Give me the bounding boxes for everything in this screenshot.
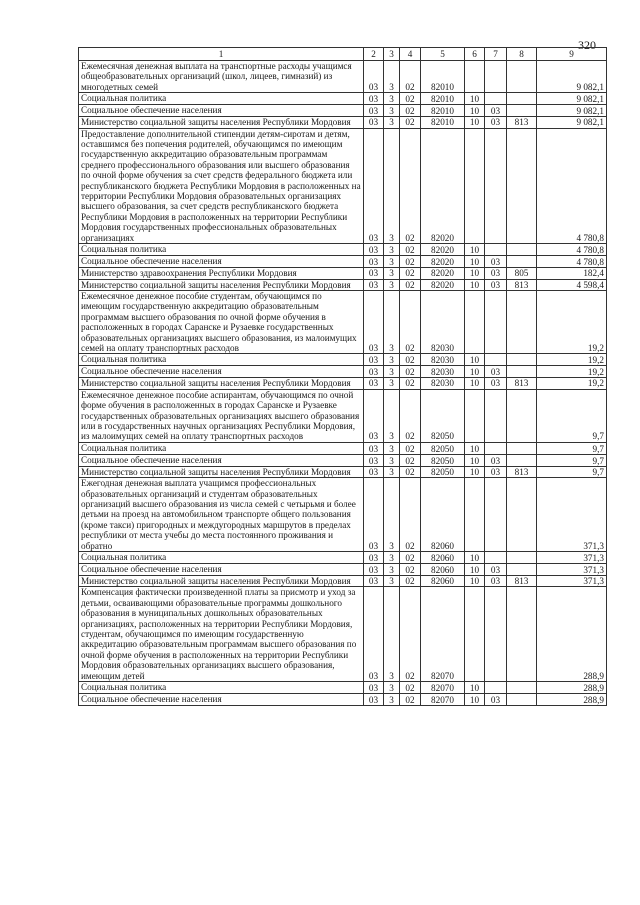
row-code-c7: 03 [485, 576, 507, 587]
row-code-c5: 82060 [421, 576, 465, 587]
row-code-c2: 03 [364, 454, 384, 466]
row-code-c8 [507, 442, 537, 454]
row-code-c5: 82030 [421, 354, 465, 366]
row-code-c8 [507, 478, 537, 552]
row-amount: 288,9 [537, 587, 607, 682]
table-row [79, 279, 607, 290]
col-header-2: 2 [364, 48, 384, 61]
row-amount: 19,2 [537, 366, 607, 378]
table-row [79, 354, 607, 366]
header-row [79, 48, 607, 61]
row-name: Министерство социальной защиты населения Республики Мордовия [79, 279, 364, 290]
col-header-8: 8 [507, 48, 537, 61]
row-name: Ежегодная денежная выплата учащимся профессиональных образовательных организаций и студентам образовательных организаций высшего образования из числа семей с четырьмя и более детьми на проезд на автомобильном транспорте общего пользования (кроме такси) пригородных и междугородных маршрутов в пределах республики от места учебы до места постоянного проживания и обратно [79, 478, 364, 552]
row-name: Социальное обеспечение населения [79, 454, 364, 466]
row-amount: 288,9 [537, 694, 607, 706]
row-code-c2: 03 [364, 576, 384, 587]
row-code-c7 [485, 552, 507, 564]
row-code-c2: 03 [364, 105, 384, 117]
row-code-c4: 02 [400, 442, 421, 454]
row-code-c8 [507, 354, 537, 366]
row-code-c7 [485, 93, 507, 105]
row-code-c2: 03 [364, 466, 384, 477]
row-code-c7: 03 [485, 279, 507, 290]
row-amount: 19,2 [537, 290, 607, 353]
table-row [79, 378, 607, 389]
row-code-c5: 82070 [421, 682, 465, 694]
col-header-1: 1 [79, 48, 364, 61]
table-row [79, 105, 607, 117]
row-code-c2: 03 [364, 587, 384, 682]
row-code-c2: 03 [364, 366, 384, 378]
row-code-c6: 10 [465, 268, 485, 279]
row-amount: 371,3 [537, 576, 607, 587]
row-code-c4: 02 [400, 354, 421, 366]
row-code-c7 [485, 587, 507, 682]
table-row [79, 128, 607, 243]
row-code-c4: 02 [400, 564, 421, 576]
row-code-c7: 03 [485, 256, 507, 268]
row-code-c3: 3 [384, 478, 400, 552]
row-code-c2: 03 [364, 442, 384, 454]
row-code-c3: 3 [384, 587, 400, 682]
row-code-c7: 03 [485, 117, 507, 128]
row-code-c5: 82020 [421, 256, 465, 268]
row-code-c6 [465, 128, 485, 243]
row-code-c8: 813 [507, 378, 537, 389]
row-code-c6: 10 [465, 117, 485, 128]
table-row [79, 587, 607, 682]
row-code-c6: 10 [465, 466, 485, 477]
table-row [79, 61, 607, 93]
row-code-c4: 02 [400, 93, 421, 105]
row-amount: 4 780,8 [537, 128, 607, 243]
row-amount: 4 780,8 [537, 256, 607, 268]
row-code-c5: 82060 [421, 552, 465, 564]
row-code-c2: 03 [364, 552, 384, 564]
row-code-c3: 3 [384, 354, 400, 366]
row-code-c4: 02 [400, 366, 421, 378]
row-code-c4: 02 [400, 587, 421, 682]
row-amount: 9 082,1 [537, 105, 607, 117]
row-name: Социальная политика [79, 354, 364, 366]
table-row [79, 442, 607, 454]
row-code-c6: 10 [465, 105, 485, 117]
row-name: Социальное обеспечение населения [79, 366, 364, 378]
page-number: 320 [578, 38, 596, 52]
row-code-c6: 10 [465, 442, 485, 454]
row-amount: 4 598,4 [537, 279, 607, 290]
row-code-c7 [485, 61, 507, 93]
row-code-c4: 02 [400, 128, 421, 243]
row-code-c2: 03 [364, 694, 384, 706]
row-name: Министерство социальной защиты населения Республики Мордовия [79, 466, 364, 477]
row-code-c5: 82010 [421, 61, 465, 93]
row-code-c4: 02 [400, 256, 421, 268]
row-code-c7 [485, 389, 507, 442]
row-code-c8 [507, 454, 537, 466]
row-code-c3: 3 [384, 105, 400, 117]
row-code-c6: 10 [465, 564, 485, 576]
row-code-c4: 02 [400, 244, 421, 256]
row-code-c4: 02 [400, 389, 421, 442]
row-code-c5: 82070 [421, 694, 465, 706]
row-code-c4: 02 [400, 576, 421, 587]
row-name: Министерство социальной защиты населения Республики Мордовия [79, 378, 364, 389]
table-row [79, 366, 607, 378]
row-code-c3: 3 [384, 564, 400, 576]
row-code-c8 [507, 256, 537, 268]
row-code-c4: 02 [400, 478, 421, 552]
table-row [79, 694, 607, 706]
row-code-c8: 805 [507, 268, 537, 279]
row-code-c6: 10 [465, 366, 485, 378]
row-code-c3: 3 [384, 128, 400, 243]
budget-table [78, 47, 607, 706]
row-code-c5: 82010 [421, 93, 465, 105]
table-row [79, 466, 607, 477]
row-amount: 19,2 [537, 354, 607, 366]
row-code-c6: 10 [465, 552, 485, 564]
row-code-c6: 10 [465, 682, 485, 694]
table-row [79, 564, 607, 576]
row-code-c6: 10 [465, 576, 485, 587]
row-code-c2: 03 [364, 682, 384, 694]
col-header-5: 5 [421, 48, 465, 61]
row-code-c2: 03 [364, 354, 384, 366]
row-code-c5: 82050 [421, 442, 465, 454]
row-code-c8 [507, 290, 537, 353]
row-code-c8 [507, 389, 537, 442]
row-code-c3: 3 [384, 61, 400, 93]
row-code-c3: 3 [384, 279, 400, 290]
row-code-c6: 10 [465, 244, 485, 256]
row-code-c2: 03 [364, 478, 384, 552]
row-name: Социальное обеспечение населения [79, 256, 364, 268]
col-header-3: 3 [384, 48, 400, 61]
row-code-c2: 03 [364, 564, 384, 576]
row-amount: 9,7 [537, 454, 607, 466]
row-code-c4: 02 [400, 279, 421, 290]
row-code-c6: 10 [465, 454, 485, 466]
row-name: Министерство социальной защиты населения Республики Мордовия [79, 117, 364, 128]
row-code-c4: 02 [400, 268, 421, 279]
row-code-c7: 03 [485, 378, 507, 389]
row-code-c7: 03 [485, 454, 507, 466]
row-code-c5: 82060 [421, 564, 465, 576]
row-amount: 19,2 [537, 378, 607, 389]
row-code-c4: 02 [400, 682, 421, 694]
row-code-c2: 03 [364, 378, 384, 389]
row-amount: 9 082,1 [537, 93, 607, 105]
row-code-c3: 3 [384, 244, 400, 256]
row-code-c5: 82020 [421, 128, 465, 243]
row-name: Министерство социальной защиты населения Республики Мордовия [79, 576, 364, 587]
row-code-c6: 10 [465, 93, 485, 105]
table-row [79, 244, 607, 256]
row-code-c5: 82010 [421, 117, 465, 128]
row-code-c3: 3 [384, 256, 400, 268]
row-name: Социальное обеспечение населения [79, 105, 364, 117]
row-code-c3: 3 [384, 466, 400, 477]
row-code-c7 [485, 290, 507, 353]
row-code-c8 [507, 105, 537, 117]
row-code-c4: 02 [400, 105, 421, 117]
row-code-c7: 03 [485, 268, 507, 279]
row-code-c4: 02 [400, 694, 421, 706]
row-code-c2: 03 [364, 256, 384, 268]
row-name: Предоставление дополнительной стипендии детям-сиротам и детям, оставшимся без попечения родителей, обучающимся по имеющим государственную аккредитацию образовательным программам среднего профессионального образования или высшего образования по очной форме обучения за счет средств федерального бюджета или республиканского бюджета Республики Мордовия в расположенных на территории Республики Мордовия образовательных организациях высшего образования, за счет средств республиканского бюджета Республики Мордовия в расположенных на территории Республики Мордовия государственных профессиональных образовательных организациях [79, 128, 364, 243]
row-amount: 288,9 [537, 682, 607, 694]
row-code-c6 [465, 478, 485, 552]
row-amount: 9,7 [537, 442, 607, 454]
row-code-c7 [485, 682, 507, 694]
table-row [79, 478, 607, 552]
row-amount: 371,3 [537, 478, 607, 552]
row-code-c5: 82060 [421, 478, 465, 552]
row-code-c6 [465, 389, 485, 442]
row-name: Социальная политика [79, 93, 364, 105]
row-code-c3: 3 [384, 682, 400, 694]
row-name: Социальная политика [79, 552, 364, 564]
row-code-c8: 813 [507, 117, 537, 128]
row-amount: 9,7 [537, 466, 607, 477]
row-code-c4: 02 [400, 552, 421, 564]
row-code-c6: 10 [465, 694, 485, 706]
table-body [79, 61, 607, 706]
row-code-c3: 3 [384, 93, 400, 105]
row-code-c8: 813 [507, 466, 537, 477]
row-name: Ежемесячное денежное пособие аспирантам, обучающимся по очной форме обучения в расположенных в городах Саранске и Рузаевке государственных образовательных организациях высшего образования или в государственных научных организациях Республики Мордовия, из малоимущих семей на оплату транспортных расходов [79, 389, 364, 442]
row-name: Ежемесячная денежная выплата на транспортные расходы учащимся общеобразовательных организаций (школ, лицеев, гимназий) из многодетных семей [79, 61, 364, 93]
row-code-c7: 03 [485, 564, 507, 576]
row-code-c5: 82020 [421, 244, 465, 256]
col-header-4: 4 [400, 48, 421, 61]
row-code-c3: 3 [384, 442, 400, 454]
row-code-c5: 82030 [421, 290, 465, 353]
table-row [79, 682, 607, 694]
row-code-c7: 03 [485, 105, 507, 117]
row-code-c7: 03 [485, 694, 507, 706]
row-code-c8 [507, 244, 537, 256]
row-code-c8 [507, 93, 537, 105]
row-name: Социальная политика [79, 442, 364, 454]
row-code-c7: 03 [485, 466, 507, 477]
row-code-c2: 03 [364, 128, 384, 243]
row-name: Социальная политика [79, 244, 364, 256]
row-code-c6 [465, 290, 485, 353]
row-code-c7 [485, 244, 507, 256]
row-code-c8 [507, 366, 537, 378]
row-code-c5: 82050 [421, 389, 465, 442]
row-code-c7 [485, 128, 507, 243]
row-code-c7 [485, 478, 507, 552]
row-code-c3: 3 [384, 117, 400, 128]
row-amount: 9 082,1 [537, 117, 607, 128]
row-code-c2: 03 [364, 290, 384, 353]
table-row [79, 256, 607, 268]
row-code-c2: 03 [364, 117, 384, 128]
row-code-c3: 3 [384, 378, 400, 389]
table-row [79, 290, 607, 353]
row-code-c6 [465, 587, 485, 682]
row-name: Ежемесячное денежное пособие студентам, обучающимся по имеющим государственную аккредитацию образовательным программам высшего образования по очной форме обучения в расположенных в городах Саранске и Рузаевке государственных образовательных организациях высшего образования, из малоимущих семей на оплату транспортных расходов [79, 290, 364, 353]
row-code-c8 [507, 552, 537, 564]
table-row [79, 576, 607, 587]
row-code-c3: 3 [384, 576, 400, 587]
row-code-c2: 03 [364, 61, 384, 93]
row-code-c3: 3 [384, 552, 400, 564]
row-code-c8 [507, 128, 537, 243]
table-row [79, 552, 607, 564]
row-code-c3: 3 [384, 694, 400, 706]
row-code-c2: 03 [364, 268, 384, 279]
row-code-c5: 82050 [421, 466, 465, 477]
row-amount: 371,3 [537, 552, 607, 564]
row-code-c6 [465, 61, 485, 93]
row-code-c3: 3 [384, 366, 400, 378]
row-code-c5: 82020 [421, 268, 465, 279]
row-code-c8: 813 [507, 279, 537, 290]
row-code-c4: 02 [400, 466, 421, 477]
row-code-c6: 10 [465, 256, 485, 268]
table-row [79, 454, 607, 466]
table-row [79, 389, 607, 442]
row-name: Социальное обеспечение населения [79, 564, 364, 576]
row-code-c8: 813 [507, 576, 537, 587]
row-name: Социальное обеспечение населения [79, 694, 364, 706]
col-header-6: 6 [465, 48, 485, 61]
row-code-c5: 82020 [421, 279, 465, 290]
table-row [79, 268, 607, 279]
row-code-c6: 10 [465, 378, 485, 389]
row-code-c5: 82070 [421, 587, 465, 682]
row-code-c8 [507, 61, 537, 93]
row-code-c4: 02 [400, 117, 421, 128]
row-amount: 182,4 [537, 268, 607, 279]
row-code-c8 [507, 564, 537, 576]
row-code-c4: 02 [400, 378, 421, 389]
row-code-c2: 03 [364, 244, 384, 256]
row-code-c4: 02 [400, 454, 421, 466]
row-code-c2: 03 [364, 389, 384, 442]
row-code-c5: 82030 [421, 366, 465, 378]
row-code-c3: 3 [384, 454, 400, 466]
row-code-c4: 02 [400, 61, 421, 93]
col-header-9: 9 [537, 48, 607, 61]
table-row [79, 117, 607, 128]
row-code-c3: 3 [384, 268, 400, 279]
row-name: Министерство здравоохранения Республики Мордовия [79, 268, 364, 279]
row-code-c2: 03 [364, 93, 384, 105]
row-code-c8 [507, 587, 537, 682]
row-name: Социальная политика [79, 682, 364, 694]
row-amount: 9 082,1 [537, 61, 607, 93]
col-header-7: 7 [485, 48, 507, 61]
row-amount: 9,7 [537, 389, 607, 442]
row-code-c6: 10 [465, 279, 485, 290]
row-code-c7 [485, 354, 507, 366]
row-code-c2: 03 [364, 279, 384, 290]
row-code-c7: 03 [485, 366, 507, 378]
row-code-c5: 82030 [421, 378, 465, 389]
row-code-c4: 02 [400, 290, 421, 353]
row-code-c8 [507, 694, 537, 706]
row-code-c6: 10 [465, 354, 485, 366]
row-code-c3: 3 [384, 290, 400, 353]
table-row [79, 93, 607, 105]
row-amount: 4 780,8 [537, 244, 607, 256]
row-code-c7 [485, 442, 507, 454]
row-code-c8 [507, 682, 537, 694]
row-code-c5: 82050 [421, 454, 465, 466]
row-amount: 371,3 [537, 564, 607, 576]
row-name: Компенсация фактически произведенной платы за присмотр и уход за детьми, осваивающими образовательные программы дошкольного образования в муниципальных дошкольных образовательных организациях, расположенных на территории Республики Мордовия, студентам, обучающимся по имеющим государственную аккредитацию образовательным программам высшего образования по очной форме обучения в расположенных на территории Республики Мордовия образовательных организациях высшего образования, имеющим детей [79, 587, 364, 682]
row-code-c3: 3 [384, 389, 400, 442]
row-code-c5: 82010 [421, 105, 465, 117]
